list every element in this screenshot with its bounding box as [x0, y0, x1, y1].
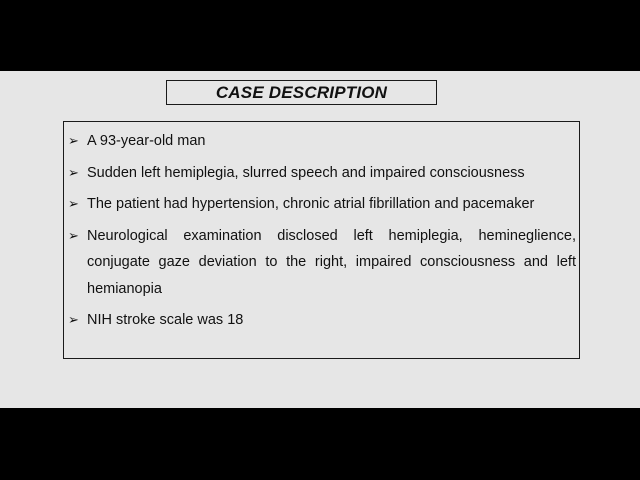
slide-title: CASE DESCRIPTION: [215, 82, 388, 102]
slide: [0, 71, 640, 408]
list-item: [68, 128, 576, 155]
arrowhead-bullet-icon: ➢: [68, 227, 79, 243]
list-item: [68, 223, 576, 303]
title-box: [166, 80, 437, 105]
list-item: [68, 160, 576, 187]
list-item: [68, 307, 576, 334]
content-box: [63, 121, 580, 359]
bullet-text: Sudden left hemiplegia, slurred speech and impaired consciousness: [87, 164, 525, 181]
arrowhead-bullet-icon: ➢: [68, 133, 79, 148]
bullet-list: [68, 128, 576, 334]
arrowhead-bullet-icon: ➢: [68, 196, 79, 211]
arrowhead-bullet-icon: ➢: [68, 164, 79, 180]
arrowhead-bullet-icon: ➢: [68, 312, 79, 327]
bullet-text: NIH stroke scale was 18: [87, 312, 244, 328]
bullet-text: A 93-year-old man: [87, 133, 206, 149]
bullet-text: Neurological examination disclosed left hemiplegia, hemineglience, conjugate gaze deviation to the right, impaired consciousness and left hemianopia: [87, 227, 576, 297]
list-item: [68, 191, 576, 218]
bullet-text: The patient had hypertension, chronic atrial fibrillation and pacemaker: [87, 196, 535, 212]
